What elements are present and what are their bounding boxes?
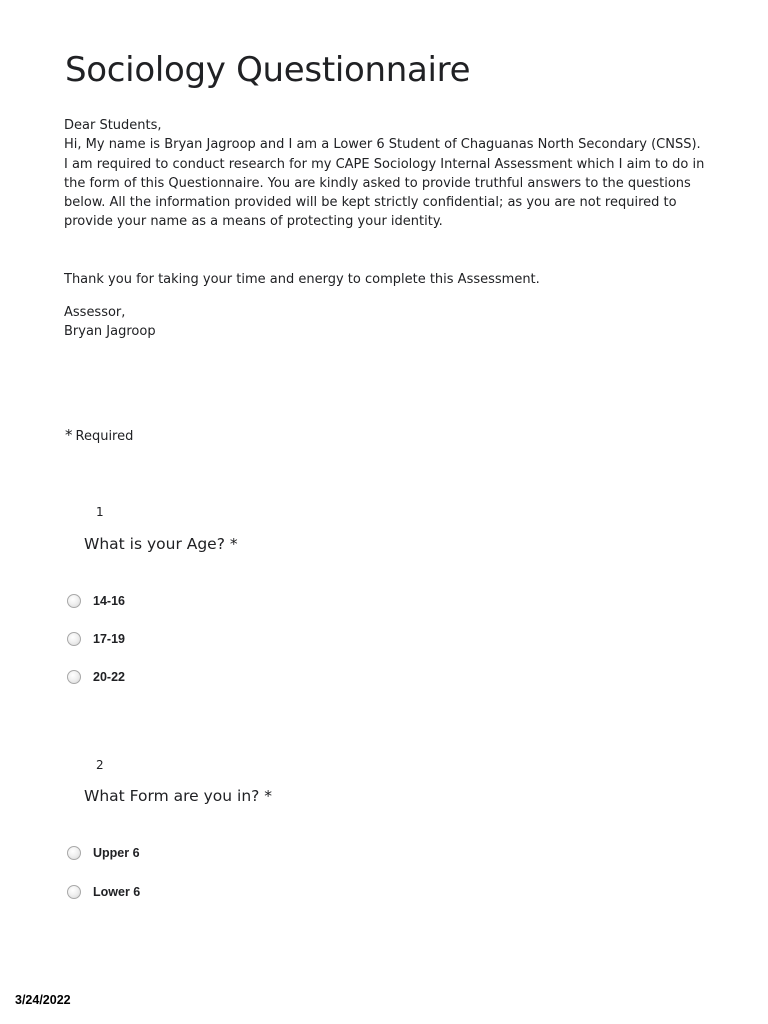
radio-option-label: 17-19 [93, 632, 125, 646]
print-date: 3/24/2022 [15, 993, 71, 1007]
form-description [64, 116, 724, 342]
radio-button[interactable] [67, 632, 81, 646]
radio-option-label: Lower 6 [93, 885, 141, 899]
required-asterisk: * [65, 426, 73, 444]
description-line: provide your name as a means of protecting your identity. [64, 214, 443, 230]
radio-button[interactable] [67, 594, 81, 608]
description-signoff: Assessor, [64, 305, 126, 321]
description-line: the form of this Questionnaire. You are kindly asked to provide truthful answers to the questions [64, 175, 691, 191]
radio-button[interactable] [67, 885, 81, 899]
radio-option-14-16[interactable] [67, 592, 125, 610]
radio-option-label: 14-16 [93, 594, 125, 608]
radio-option-label: Upper 6 [93, 846, 140, 860]
radio-button[interactable] [67, 670, 81, 684]
radio-option-label: 20-22 [93, 670, 125, 684]
description-line: Hi, My name is Bryan Jagroop and I am a Lower 6 Student of Chaguanas North Secondary (CNSS). [64, 137, 701, 153]
description-line: I am required to conduct research for my CAPE Sociology Internal Assessment which I aim to do in [64, 156, 705, 172]
question-number: 2 [96, 758, 104, 772]
description-line: below. All the information provided will be kept strictly confidential; as you are not required to [64, 195, 677, 211]
description-author: Bryan Jagroop [64, 324, 156, 340]
question-title-age: What is your Age? * [84, 535, 238, 553]
question-title-form: What Form are you in? * [84, 787, 273, 805]
required-note [65, 426, 133, 444]
question-number: 1 [96, 505, 104, 519]
required-label: Required [75, 429, 134, 444]
radio-option-upper-6[interactable] [67, 844, 140, 862]
radio-option-20-22[interactable] [67, 668, 125, 686]
radio-option-17-19[interactable] [67, 630, 125, 648]
form-title: Sociology Questionnaire [65, 50, 471, 90]
radio-button[interactable] [67, 846, 81, 860]
description-greeting: Dear Students, [64, 118, 162, 133]
description-thanks: Thank you for taking your time and energy to complete this Assessment. [64, 271, 540, 287]
radio-option-lower-6[interactable] [67, 883, 140, 901]
